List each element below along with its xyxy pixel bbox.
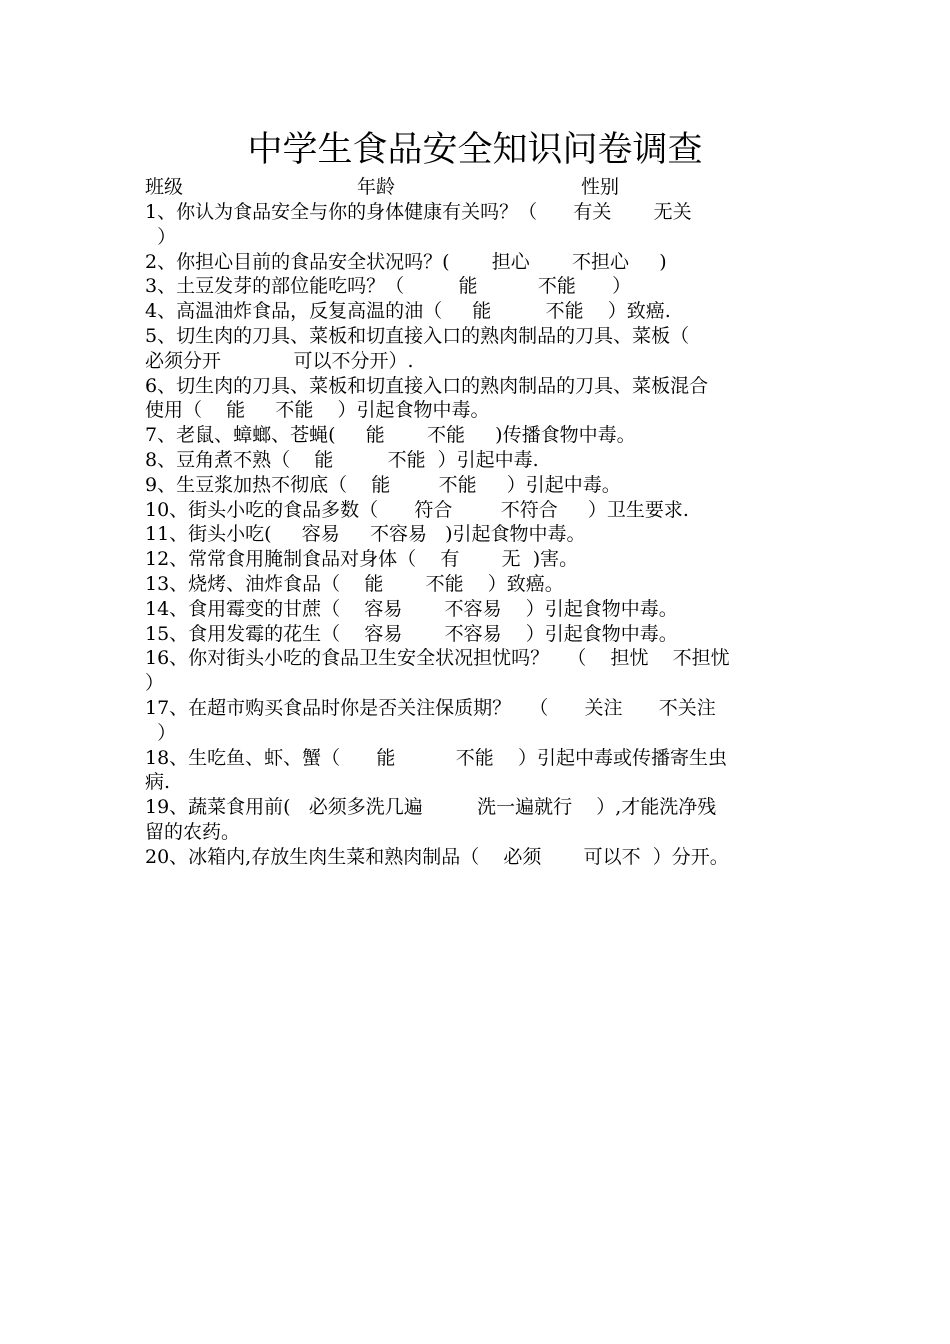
question-12 <box>145 547 815 572</box>
question-list <box>145 200 815 870</box>
question-8-line1: 8、豆角煮不熟（ 能 不能 ）引起中毒. <box>145 448 539 471</box>
question-13 <box>145 572 815 597</box>
document-title: 中学生食品安全知识问卷调查 <box>247 130 703 170</box>
question-17-line1: 17、在超市购买食品时你是否关注保质期？ （ 关注 不关注 <box>145 696 716 719</box>
age-label: 年龄 <box>357 176 396 198</box>
question-11-line1: 11、街头小吃( 容易 不容易 )引起食物中毒。 <box>145 523 586 546</box>
question-14-line1: 14、食用霉变的甘蔗（ 容易 不容易 ）引起食物中毒。 <box>145 597 678 620</box>
question-2 <box>145 250 815 275</box>
question-6-line2: 使用（ 能 不能 ）引起食物中毒。 <box>145 399 490 422</box>
question-16-line1: 16、你对街头小吃的食品卫生安全状况担忧吗？ （ 担忧 不担忧 <box>145 647 730 670</box>
question-3-line1: 3、土豆发芽的部位能吃吗？（ 能 不能 ） <box>145 275 632 298</box>
question-7-line1: 7、老鼠、蟑螂、苍蝇( 能 不能 )传播食物中毒。 <box>145 424 636 447</box>
question-9 <box>145 473 815 498</box>
question-2-line1: 2、你担心目前的食品安全状况吗？( 担心 不担心 ) <box>145 250 667 273</box>
question-10-line1: 10、街头小吃的食品多数（ 符合 不符合 ）卫生要求. <box>145 498 689 521</box>
class-label: 班级 <box>145 176 184 198</box>
question-14 <box>145 597 815 622</box>
question-18-line1: 18、生吃鱼、虾、蟹（ 能 不能 ）引起中毒或传播寄生虫 <box>145 746 727 769</box>
question-7 <box>145 423 815 448</box>
gender-label: 性别 <box>581 176 620 198</box>
question-19 <box>145 795 815 845</box>
question-13-line1: 13、烧烤、油炸食品（ 能 不能 ）致癌。 <box>145 572 564 595</box>
question-5-line1: 5、切生肉的刀具、菜板和切直接入口的熟肉制品的刀具、菜板（ <box>145 324 690 347</box>
question-3 <box>145 274 815 299</box>
question-5 <box>145 324 815 374</box>
question-19-line2: 留的农药。 <box>145 820 241 843</box>
question-19-line1: 19、蔬菜食用前( 必须多洗几遍 洗一遍就行 ）,才能洗净残 <box>145 796 717 819</box>
question-1-line2: ） <box>145 225 177 248</box>
question-20 <box>145 845 815 870</box>
question-4-line1: 4、高温油炸食品，反复高温的油（ 能 不能 ）致癌. <box>145 300 671 323</box>
question-5-line2: 必须分开 可以不分开）. <box>145 349 414 372</box>
question-4 <box>145 299 815 324</box>
question-11 <box>145 522 815 547</box>
question-17 <box>145 696 815 746</box>
question-1 <box>145 200 815 250</box>
question-16-line2: ） <box>145 672 165 695</box>
question-18-line2: 病. <box>145 771 171 794</box>
question-15-line1: 15、食用发霉的花生（ 容易 不容易 ）引起食物中毒。 <box>145 622 678 645</box>
question-15 <box>145 622 815 647</box>
question-8 <box>145 448 815 473</box>
question-12-line1: 12、常常食用腌制食品对身体（ 有 无 )害。 <box>145 548 579 571</box>
question-1-line1: 1、你认为食品安全与你的身体健康有关吗？（ 有关 无关 <box>145 201 692 223</box>
question-18 <box>145 746 815 796</box>
info-row <box>145 175 815 199</box>
question-10 <box>145 498 815 523</box>
question-9-line1: 9、生豆浆加热不彻底（ 能 不能 ）引起中毒。 <box>145 473 621 496</box>
question-6-line1: 6、切生肉的刀具、菜板和切直接入口的熟肉制品的刀具、菜板混合 <box>145 374 709 397</box>
question-20-line1: 20、冰箱内,存放生肉生菜和熟肉制品（ 必须 可以不 ）分开。 <box>145 845 729 868</box>
question-6 <box>145 374 815 424</box>
question-16 <box>145 646 815 696</box>
question-17-line2: ） <box>145 721 177 744</box>
